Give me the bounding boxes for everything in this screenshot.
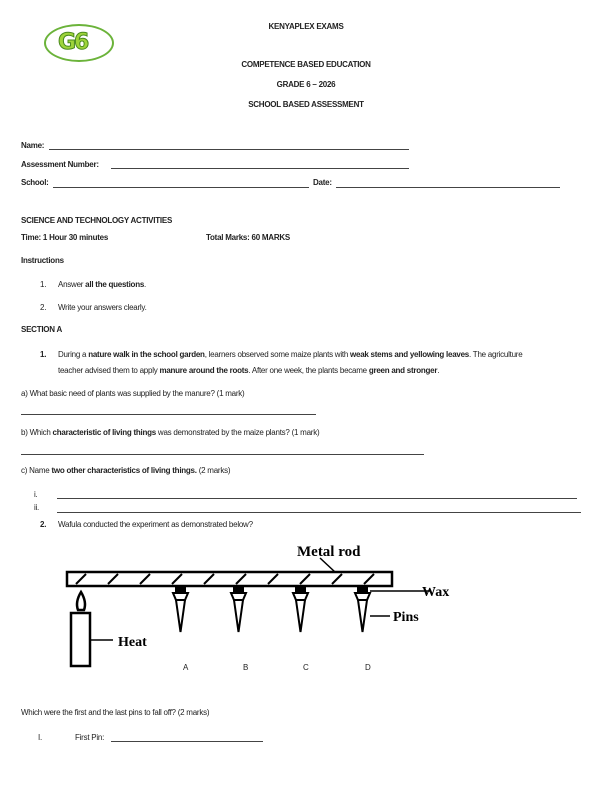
q2-text: Wafula conducted the experiment as demonstrated below? [58, 520, 253, 529]
q1-text-line2: teacher advised them to apply manure around the roots. After one week, the plants became green and stronger. [58, 366, 440, 375]
wax-label: Wax [422, 585, 450, 600]
assessment-title: SCHOOL BASED ASSESSMENT [248, 100, 364, 109]
section-title: SECTION A [21, 325, 63, 334]
q1-number: 1. [40, 350, 47, 359]
date-label: Date: [313, 178, 332, 187]
pin-label-d: D [365, 663, 371, 672]
first-pin-num: I. [38, 733, 42, 742]
q1c-item-num: ii. [34, 503, 40, 512]
pin-label-b: B [243, 663, 249, 672]
instruction-1: Answer all the questions. [58, 280, 147, 289]
q1a-answer[interactable] [21, 414, 316, 415]
org-title: KENYAPLEX EXAMS [268, 22, 344, 31]
candle-icon [71, 592, 90, 666]
assessment-number-field[interactable] [111, 168, 409, 169]
school-field[interactable] [53, 187, 309, 188]
instruction-num: 1. [40, 280, 47, 289]
q1c-answer-1[interactable] [57, 498, 577, 499]
pins-group [173, 587, 370, 632]
metal-rod-label: Metal rod [297, 544, 361, 560]
q1c-item-num: i. [34, 490, 38, 499]
first-pin-answer[interactable] [111, 741, 263, 742]
subject-title: SCIENCE AND TECHNOLOGY ACTIVITIES [21, 216, 173, 225]
experiment-diagram [0, 530, 612, 680]
total-marks: Total Marks: 60 MARKS [206, 233, 290, 242]
grade: GRADE 6 – 2026 [276, 80, 336, 89]
instruction-num: 2. [40, 303, 47, 312]
pin-d [355, 587, 370, 632]
metal-rod [67, 558, 392, 586]
pins-label: Pins [393, 610, 419, 625]
date-field[interactable] [336, 187, 560, 188]
pin-label-c: C [303, 663, 309, 672]
q1c-answer-2[interactable] [57, 512, 581, 513]
subtitle: COMPETENCE BASED EDUCATION [241, 60, 371, 69]
school-label: School: [21, 178, 49, 187]
q1c-text: c) Name two other characteristics of living things. (2 marks) [21, 466, 231, 475]
pin-a [173, 587, 188, 632]
first-pin-label: First Pin: [75, 733, 105, 742]
pin-label-a: A [183, 663, 189, 672]
instructions-title: Instructions [21, 256, 64, 265]
q2-number: 2. [40, 520, 47, 529]
instruction-2: Write your answers clearly. [58, 303, 147, 312]
q1b-answer[interactable] [21, 454, 424, 455]
q1b-text: b) Which characteristic of living things was demonstrated by the maize plants? (1 mark) [21, 428, 320, 437]
pin-b [231, 587, 246, 632]
heat-label: Heat [118, 635, 147, 650]
exam-time: Time: 1 Hour 30 minutes [21, 233, 109, 242]
q1-text-line1: During a nature walk in the school garden, learners observed some maize plants with weak stems and yellowing leaves. The agriculture [58, 350, 523, 359]
pin-c [293, 587, 308, 632]
assessment-number-label: Assessment Number: [21, 160, 99, 169]
q2-question: Which were the first and the last pins to fall off? (2 marks) [21, 708, 210, 717]
logo-text: G6 [58, 30, 88, 55]
q1a-text: a) What basic need of plants was supplied by the manure? (1 mark) [21, 389, 245, 398]
name-label: Name: [21, 141, 45, 150]
name-field[interactable] [49, 149, 409, 150]
